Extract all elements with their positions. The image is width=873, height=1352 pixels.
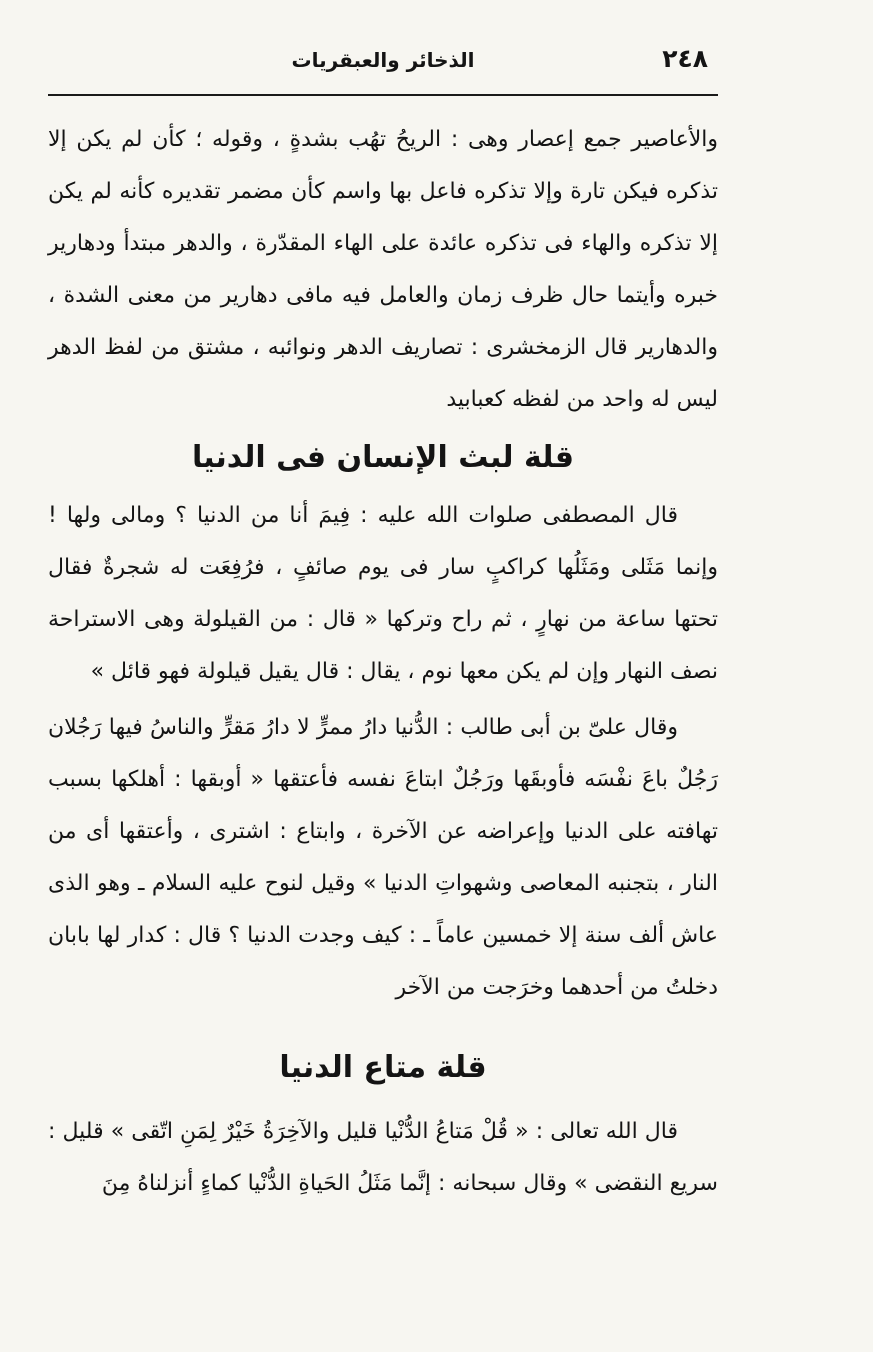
mata-paragraph-1: قال الله تعالى : « قُلْ مَتاعُ الدُّنْيا قليل والآخِرَةُ خَيْرٌ لِمَنِ اتّقى » قليل : سريع النقضى » وقال سبحانه : إنَّما مَثَلُ الحَياةِ الدُّنْيا كماءٍ أنزلناهُ مِنَ <box>48 1119 718 1196</box>
section-heading-mata: قلة متاع الدنيا <box>279 1050 487 1085</box>
header-divider <box>48 94 718 96</box>
running-header <box>48 42 718 82</box>
section-heading-lubth: قلة لبث الإنسان فى الدنيا <box>191 440 575 475</box>
page-number: ٢٤٨ <box>662 44 708 73</box>
lubth-paragraph-2: وقال علىّ بن أبى طالب : الدُّنيا دارُ ممرٍّ لا دارُ مَقرٍّ والناسُ فيها رَجُلان رَجُلٌ باعَ نفْسَه فأوبقَها ورَجُلٌ ابتاعَ نفسه فأعتقها « أوبقها : أهلكها بسبب تهافته على الدنيا وإعراضه عن الآخرة ، وابتاع : اشترى ، وأعتقها أى من النار ، بتجنبه المعاصى وشهواتِ الدنيا » وقيل لنوح عليه السلام ـ وهو الذى عاش ألف سنة إلا خمسين عاماً ـ : كيف وجدت الدنيا ؟ قال : كدار لها بابان دخلتُ من أحدهما وخرَجت من الآخر <box>48 715 718 1000</box>
book-title: الذخائر والعبقريات <box>291 48 475 72</box>
intro-paragraph: والأعاصير جمع إعصار وهى : الريحُ تهُب بشدةٍ ، وقوله ؛ كأن لم يكن إلا تذكره فيكن تارة وإلا تذكره فاعل بها واسم كأن مضمر تقديره كأنه لم يكن إلا تذكره والهاء فى تذكره عائدة على الهاء المقدّرة ، والدهر مبتدأ ودهارير خبره وأيتما حال ظرف زمان والعامل فيه مافى دهارير من معنى الشدة ، والدهارير قال الزمخشرى : تصاريف الدهر ونوائبه ، مشتق من لفظ الدهر ليس له واحد من لفظه كعبابيد <box>48 127 718 412</box>
lubth-paragraph-1: قال المصطفى صلوات الله عليه : فِيمَ أنا من الدنيا ؟ ومالى ولها ! وإنما مَثَلى ومَثَلُها كراكبٍ سار فى يوم صائفٍ ، فرُفِعَت له شجرةٌ فقال تحتها ساعة من نهارٍ ، ثم راح وتركها « قال : من القيلولة وهى الاستراحة نصف النهار وإن لم يكن معها نوم ، يقال : قال يقيل قيلولة فهو قائل » <box>48 503 718 684</box>
